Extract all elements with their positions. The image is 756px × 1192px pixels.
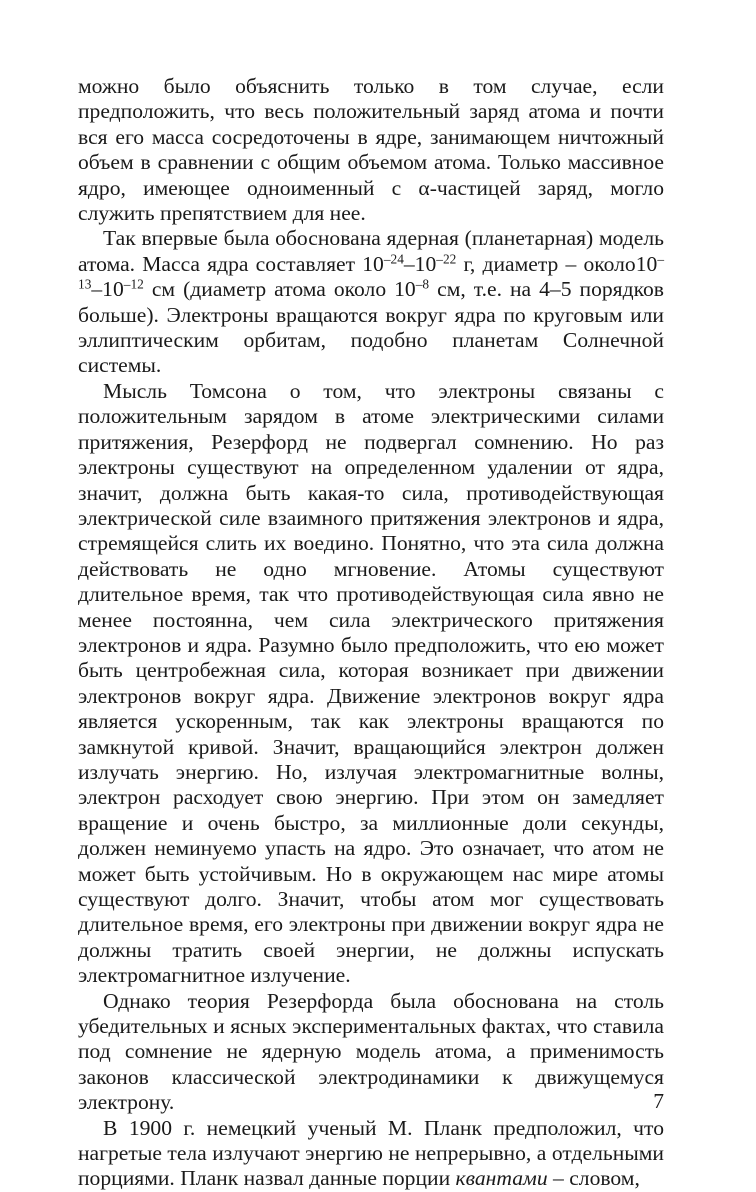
italic-term: квантами <box>455 1166 548 1191</box>
paragraph-2 <box>78 226 664 378</box>
paragraph-text: –10 <box>403 251 437 276</box>
paragraph-1 <box>78 74 664 226</box>
paragraph-text: можно было объяснить только в том случае, если предположить, что весь положительный заряд атома и почти вся его масса сосредоточены в ядре, занимающем ничтожный объем в сравнении с общим объемом атома. Только массивное ядро, имеющее одноименный с α-частицей заряд, могло служить препятствием для нее. <box>78 74 664 226</box>
document-page <box>78 74 664 1192</box>
paragraph-text: Мысль Томсона о том, что электроны связаны с положительным зарядом в атоме электрическими силами притяжения, Резерфорд не подвергал сомнению. Но раз электроны существуют на определенном удалении от ядра, значит, должна быть какая-то сила, противодействующая электрической силе взаимного притяжения электронов и ядра, стремящейся слить их воедино. Понятно, что эта сила должна действовать не одно мгновение. Атомы существуют длительное время, так что противодействующая сила явно не менее постоянна, чем сила электрического притяжения электронов и ядра. Разумно было предположить, что ею может быть центробежная сила, которая возникает при движении электронов вокруг ядра. Движение электронов вокруг ядра является ускоренным, так как электроны вращаются по замкнутой кривой. Значит, вращающийся электрон должен излучать энергию. Но, излучая электромагнитные волны, электрон расходует свою энергию. При этом он замедляет вращение и очень быстро, за миллионные доли секунды, должен неминуемо упасть на ядро. Это означает, что атом не может быть устойчивым. Но в окружающем нас мире атомы существуют долго. Значит, чтобы атом мог существовать длительное время, его электроны при движении вокруг ядра не должны тратить своей энергии, не должны испускать электромагнитное излучение. <box>78 378 664 988</box>
page-number: 7 <box>653 1089 664 1113</box>
paragraph-text: г, диаметр – около10 <box>456 251 658 276</box>
paragraph-4 <box>78 989 664 1116</box>
paragraph-5 <box>78 1116 664 1192</box>
paragraph-3 <box>78 379 664 989</box>
exponent: –12 <box>123 276 144 292</box>
paragraph-text: В 1900 г. немецкий ученый М. Планк предположил, что нагретые тела излучают энергию не непрерывно, а отдельными порциями. Планк назвал данные порции <box>78 1115 664 1191</box>
paragraph-text: см (диаметр атома около 10 <box>143 277 416 302</box>
exponent: –24 <box>383 251 404 267</box>
exponent: –22 <box>436 251 457 267</box>
paragraph-text: см, т.е. на 4–5 порядков больше). Электроны вращаются вокруг ядра по круговым или эллиптическим орбитам, подобно планетам Солнечной системы. <box>78 277 664 378</box>
paragraph-text: – словом, <box>547 1166 640 1191</box>
exponent: –13 <box>78 251 664 292</box>
paragraph-text: –10 <box>91 277 124 302</box>
paragraph-text: Так впервые была обоснована ядерная (планетарная) модель атома. Масса ядра составляет 10 <box>78 226 664 276</box>
paragraph-text: Однако теория Резерфорда была обоснована на столь убедительных и ясных экспериментальных фактах, что ставила под сомнение не ядерную модель атома, а применимость законов классической электродинамики к движущемуся электрону. <box>78 988 664 1115</box>
exponent: –8 <box>415 276 430 292</box>
